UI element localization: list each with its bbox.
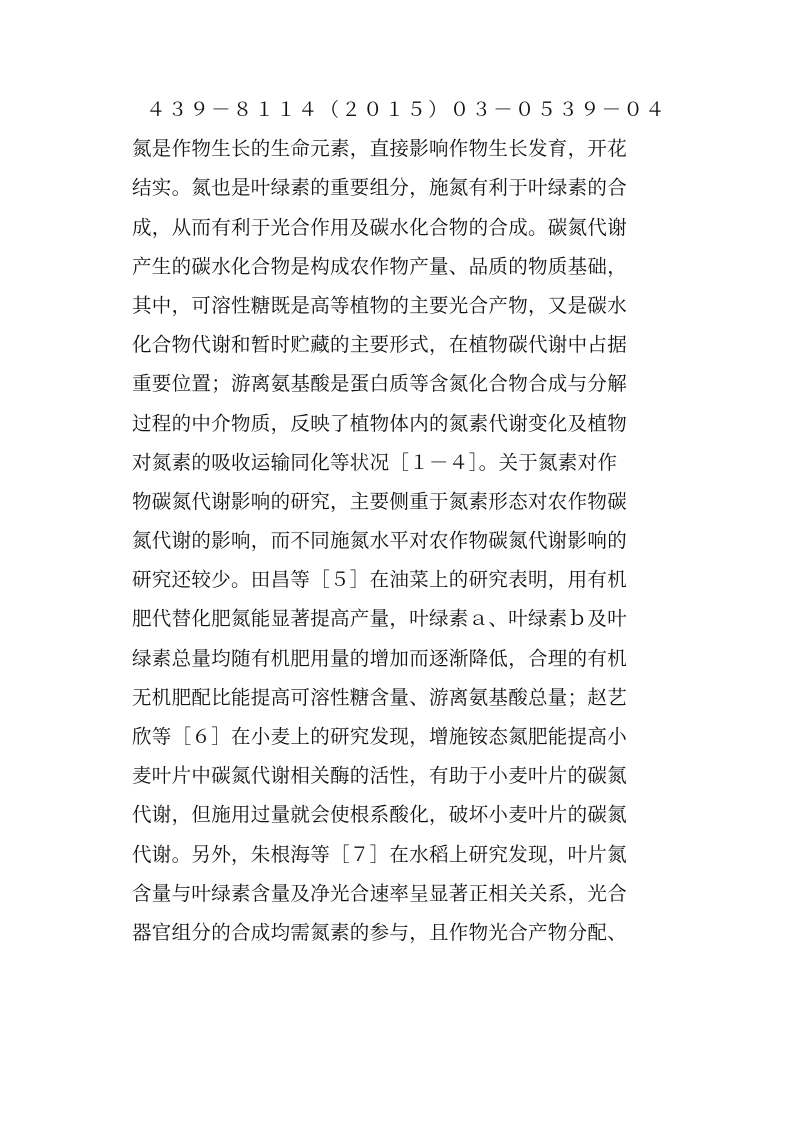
- paragraph-line: 成，从而有利于光合作用及碳水化合物的合成。碳氮代谢: [132, 215, 628, 239]
- paragraph-line: 氮是作物生长的生命元素，直接影响作物生长发育，开花: [132, 137, 628, 161]
- paragraph-line: 代谢，但施用过量就会使根系酸化，破坏小麦叶片的碳氮: [132, 803, 628, 827]
- paragraph-line: 产生的碳水化合物是构成农作物产量、品质的物质基础，: [132, 254, 628, 278]
- paragraph-line: 化合物代谢和暂时贮藏的主要形式，在植物碳代谢中占据: [132, 333, 628, 357]
- paragraph-line: 物碳氮代谢影响的研究，主要侧重于氮素形态对农作物碳: [132, 489, 628, 513]
- paragraph-line: 麦叶片中碳氮代谢相关酶的活性，有助于小麦叶片的碳氮: [132, 764, 628, 788]
- paragraph-line: 对氮素的吸收运输同化等状况［１－４］。关于氮素对作: [132, 450, 618, 474]
- paragraph-line: 氮代谢的影响，而不同施氮水平对农作物碳氮代谢影响的: [132, 529, 628, 553]
- paragraph-line: 其中，可溶性糖既是高等植物的主要光合产物，又是碳水: [132, 293, 628, 317]
- body-text: [132, 90, 672, 952]
- paragraph-line: 欣等［６］在小麦上的研究发现，增施铵态氮肥能提高小: [132, 725, 628, 748]
- paragraph-line: 含量与叶绿素含量及净光合速率呈显著正相关关系，光合: [132, 881, 628, 905]
- paragraph-line: 肥代替化肥氮能显著提高产量，叶绿素ａ、叶绿素ｂ及叶: [132, 607, 628, 631]
- paragraph-line: 过程的中介物质，反映了植物体内的氮素代谢变化及植物: [132, 411, 628, 435]
- paragraph-line: 器官组分的合成均需氮素的参与，且作物光合产物分配、: [132, 920, 628, 944]
- paragraph-line: 重要位置；游离氨基酸是蛋白质等含氮化合物合成与分解: [132, 372, 628, 396]
- article-number-line: ４３９－８１１４（２０１５）０３－０５３９－０４: [146, 98, 667, 121]
- paragraph-line: 绿素总量均随有机肥用量的增加而逐渐降低，合理的有机: [132, 646, 628, 670]
- paragraph-line: 代谢。另外，朱根海等［７］在水稻上研究发现，叶片氮: [132, 842, 628, 866]
- paragraph-line: 无机肥配比能提高可溶性糖含量、游离氨基酸总量；赵艺: [132, 685, 628, 709]
- paragraph-line: 研究还较少。田昌等［５］在油菜上的研究表明，用有机: [132, 568, 628, 592]
- paragraph-line: 结实。氮也是叶绿素的重要组分，施氮有利于叶绿素的合: [132, 176, 628, 200]
